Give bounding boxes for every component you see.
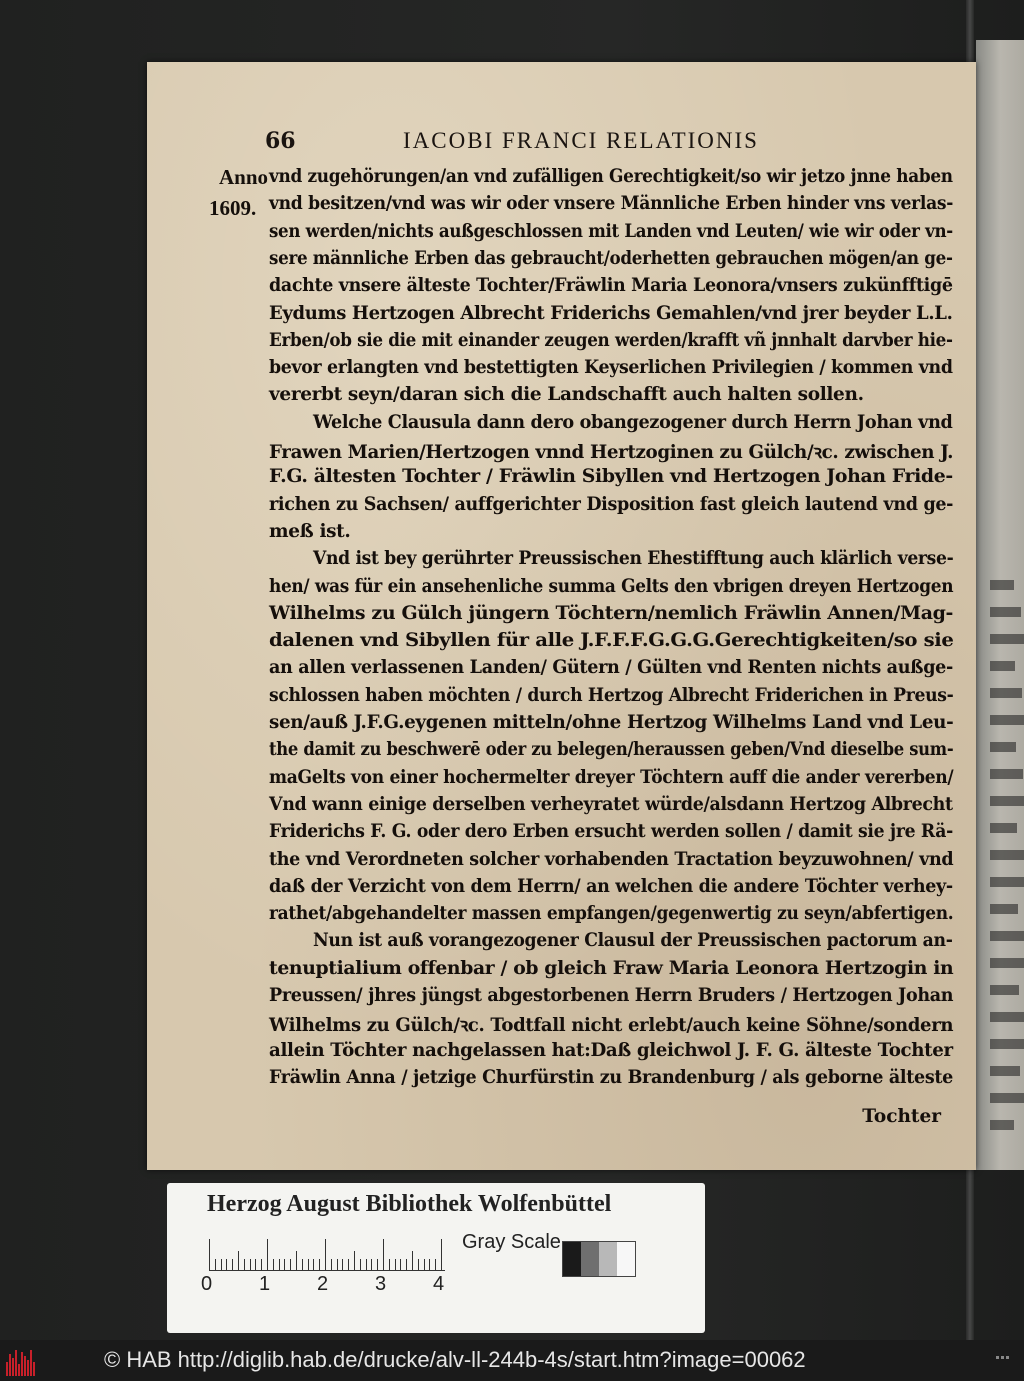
ruler-tick: [348, 1259, 349, 1271]
ruler-tick: [279, 1259, 280, 1271]
book-page: [147, 62, 976, 1170]
logo-bar: [18, 1364, 20, 1376]
adjacent-page-text-mark: [990, 796, 1024, 806]
gray-patch: [617, 1242, 635, 1276]
text-line: Fräwlin Anna / jetzige Churfürstin zu Brandenburg / als geborne älteste: [269, 1066, 953, 1088]
logo-bar: [21, 1352, 23, 1376]
logo-bar: [12, 1358, 14, 1376]
ruler-tick: [319, 1259, 320, 1271]
text-line: sen werden/nichts außgeschlossen mit Landen vnd Leuten/ wie wir oder vn-: [269, 220, 953, 242]
adjacent-page-text-mark: [990, 823, 1017, 833]
text-line: Eydums Hertzogen Albrecht Friderichs Gemahlen/vnd jrer beyder L.L.: [269, 302, 953, 324]
ruler-label-3: 3: [375, 1273, 387, 1295]
adjacent-page-text-mark: [990, 1120, 1014, 1130]
ruler-tick: [290, 1259, 291, 1271]
text-line: sen/auß J.F.G.eygenen mitteln/ohne Hertzog Wilhelms Land vnd Leu-: [269, 712, 954, 733]
text-line: daß der Verzicht von dem Herrn/ an welchen die andere Töchter verhey-: [269, 875, 953, 897]
adjacent-page-text-mark: [990, 850, 1024, 860]
ruler-tick: [366, 1259, 367, 1271]
text-line: dalenen vnd Sibyllen für alle J.F.F.F.G.G.G.Gerechtigkeiten/so sie: [269, 630, 954, 652]
adjacent-page-text-mark: [990, 1012, 1024, 1022]
text-line: dachte vnsere älteste Tochter/Fräwlin Maria Leonora/vnsers zukünfftigē: [269, 275, 953, 297]
ruler-tick: [424, 1259, 425, 1271]
ruler-tick: [244, 1259, 245, 1271]
logo-bar: [33, 1362, 35, 1376]
text-line: vnd besitzen/vnd was wir oder vnsere Männliche Erben hinder vns verlas-: [269, 193, 954, 215]
ruler-tick: [232, 1259, 233, 1271]
adjacent-page-text-mark: [990, 877, 1024, 887]
text-line: Frawen Marien/Hertzogen vnnd Hertzoginen zu Gülch/ꝛc. zwischen J.: [269, 442, 954, 463]
text-line: the vnd Verordneten solcher vorhabenden Tractation beyzuwohnen/ vnd: [269, 848, 954, 870]
adjacent-page-text-mark: [990, 634, 1024, 644]
ruler-tick: [337, 1259, 338, 1271]
ruler-tick: [284, 1259, 285, 1271]
gray-scale-swatches: [562, 1241, 636, 1277]
text-line: Preussen/ jhres jüngst abgestorbenen Herrn Bruders / Hertzogen Johan: [269, 985, 954, 1006]
text-line: Erben/ob sie die mit einander zeugen werden/krafft vñ jnnhalt darvber hie-: [269, 329, 953, 351]
ruler-tick: [331, 1259, 332, 1271]
text-line: hen/ was für ein ansehenliche summa Gelts den vbrigen dreyen Hertzogen: [269, 575, 954, 597]
ruler-tick: [296, 1251, 297, 1271]
ruler-tick: [302, 1259, 303, 1271]
adjacent-page-text-mark: [990, 904, 1018, 914]
footer-bar: [0, 1340, 1024, 1381]
adjacent-page-text-mark: [990, 985, 1019, 995]
ruler-tick: [261, 1259, 262, 1271]
adjacent-page-text-mark: [990, 1066, 1020, 1076]
ruler-scale: [209, 1237, 449, 1271]
ruler-tick: [354, 1251, 355, 1271]
adjacent-page-edge: [976, 40, 1024, 1170]
ruler-tick: [383, 1239, 384, 1271]
margin-note-year: 1609.: [209, 196, 257, 220]
text-line: Nun ist auß vorangezogener Clausul der Preussischen pactorum an-: [313, 930, 953, 952]
adjacent-page-text-mark: [990, 661, 1015, 671]
ruler-tick: [209, 1239, 210, 1271]
page-number: 66: [265, 128, 296, 154]
card-title: Herzog August Bibliothek Wolfenbüttel: [207, 1191, 612, 1217]
adjacent-page-text-mark: [990, 1039, 1024, 1049]
ruler-tick: [313, 1259, 314, 1271]
logo-bar: [30, 1350, 32, 1376]
logo-bar: [9, 1354, 11, 1376]
color-calibration-card: [167, 1183, 705, 1333]
text-line: sere männliche Erben das gebraucht/oderhetten gebrauchen mögen/an ge-: [269, 247, 953, 269]
ruler-tick: [226, 1259, 227, 1271]
adjacent-page-text-mark: [990, 607, 1021, 617]
page-header: [265, 128, 955, 162]
text-line: vnd zugehörungen/an vnd zufälligen Gerechtigkeit/so wir jetzo jnne haben: [269, 166, 953, 187]
text-line: Vnd wann einige derselben verheyratet würde/alsdann Hertzog Albrecht: [269, 793, 953, 815]
ruler-tick: [389, 1259, 390, 1271]
ruler-tick: [371, 1259, 372, 1271]
text-line: the damit zu beschwerē oder zu belegen/heraussen geben/Vnd dieselbe sum-: [269, 739, 954, 761]
running-head: IACOBI FRANCI RELATIONIS: [403, 128, 759, 153]
margin-note-anno: Anno: [219, 165, 269, 189]
logo-bar: [6, 1362, 8, 1376]
ruler-tick: [250, 1259, 251, 1271]
adjacent-page-text-mark: [990, 715, 1024, 725]
text-line: maGelts von einer hochermelter dreyer Töchtern auff die ander vererben/: [269, 766, 954, 788]
text-line: F.G. ältesten Tochter / Fräwlin Sibyllen vnd Hertzogen Johan Fride-: [269, 466, 953, 488]
ruler-tick: [221, 1259, 222, 1271]
text-line: Welche Clausula dann dero obangezogener durch Herrn Johan vnd: [313, 411, 953, 433]
ruler-tick: [400, 1259, 401, 1271]
ruler-tick: [255, 1259, 256, 1271]
ruler-tick: [273, 1259, 274, 1271]
text-line: Wilhelms zu Gülch/ꝛc. Todtfall nicht erlebt/auch keine Söhne/sondern: [269, 1015, 954, 1037]
ruler-tick: [429, 1259, 430, 1271]
ruler-label-4: 4: [433, 1273, 445, 1295]
ruler-tick: [238, 1251, 239, 1271]
ruler-tick: [215, 1259, 216, 1271]
logo-bar: [27, 1360, 29, 1376]
ruler-tick: [267, 1239, 268, 1271]
ruler-tick: [435, 1259, 436, 1271]
adjacent-page-text-mark: [990, 742, 1016, 752]
catchword: Tochter: [862, 1106, 941, 1127]
text-line: meß ist.: [269, 520, 351, 542]
ruler-tick: [418, 1259, 419, 1271]
ruler-tick: [342, 1259, 343, 1271]
adjacent-page-text-mark: [990, 1093, 1024, 1103]
menu-dots-icon[interactable]: [996, 1356, 1010, 1364]
ruler-labels: [201, 1273, 461, 1303]
ruler-tick: [325, 1239, 326, 1271]
gray-patch: [581, 1242, 599, 1276]
ruler-tick: [395, 1259, 396, 1271]
text-line: rathet/abgehandelter massen empfangen/gegenwertig zu seyn/abfertigen.: [269, 903, 954, 925]
text-line: allein Töchter nachgelassen hat:Daß gleichwol J. F. G. älteste Tochter: [269, 1039, 953, 1061]
hab-barcode-logo-icon: [6, 1348, 36, 1376]
ruler-tick: [377, 1259, 378, 1271]
ruler-tick: [406, 1259, 407, 1271]
gray-scale-label: Gray Scale: [462, 1231, 561, 1253]
text-line: Wilhelms zu Gülch jüngern Töchtern/nemlich Fräwlin Annen/Mag-: [269, 602, 954, 624]
text-line: schlossen haben möchten / durch Hertzog Albrecht Friderichen in Preus-: [269, 684, 954, 706]
text-line: Friderichs F. G. oder dero Erben ersucht werden sollen / damit sie jre Rä-: [269, 821, 953, 843]
copyright-url[interactable]: © HAB http://diglib.hab.de/drucke/alv-ll-244b-4s/start.htm?image=00062: [104, 1347, 806, 1372]
text-line: richen zu Sachsen/ auffgerichter Disposition fast gleich lautend vnd ge-: [269, 493, 954, 515]
ruler-label-1: 1: [259, 1273, 271, 1295]
adjacent-page-text-mark: [990, 769, 1023, 779]
gray-patch: [563, 1242, 581, 1276]
adjacent-page-text-mark: [990, 580, 1014, 590]
ruler-tick: [441, 1239, 442, 1271]
ruler-tick: [412, 1251, 413, 1271]
text-line: tenuptialium offenbar / ob gleich Fraw Maria Leonora Hertzogin in: [269, 957, 954, 979]
text-line: an allen verlassenen Landen/ Gütern / Gülten vnd Renten nichts außge-: [269, 657, 953, 679]
adjacent-page-text-mark: [990, 931, 1024, 941]
text-line: Vnd ist bey gerührter Preussischen Ehestifftung auch klärlich verse-: [313, 548, 954, 570]
gray-patch: [599, 1242, 617, 1276]
ruler-label-2: 2: [317, 1273, 329, 1295]
adjacent-page-text-mark: [990, 958, 1024, 968]
ruler-tick: [360, 1259, 361, 1271]
adjacent-page-text-mark: [990, 688, 1022, 698]
logo-bar: [15, 1350, 17, 1376]
text-line: bevor erlangten vnd bestettigten Keyserlichen Privilegien / kommen vnd: [269, 357, 953, 379]
ruler-tick: [308, 1259, 309, 1271]
ruler-label-0: 0: [201, 1273, 213, 1295]
text-line: vererbt seyn/daran sich die Landschafft auch halten sollen.: [269, 384, 864, 406]
logo-bar: [24, 1356, 26, 1376]
